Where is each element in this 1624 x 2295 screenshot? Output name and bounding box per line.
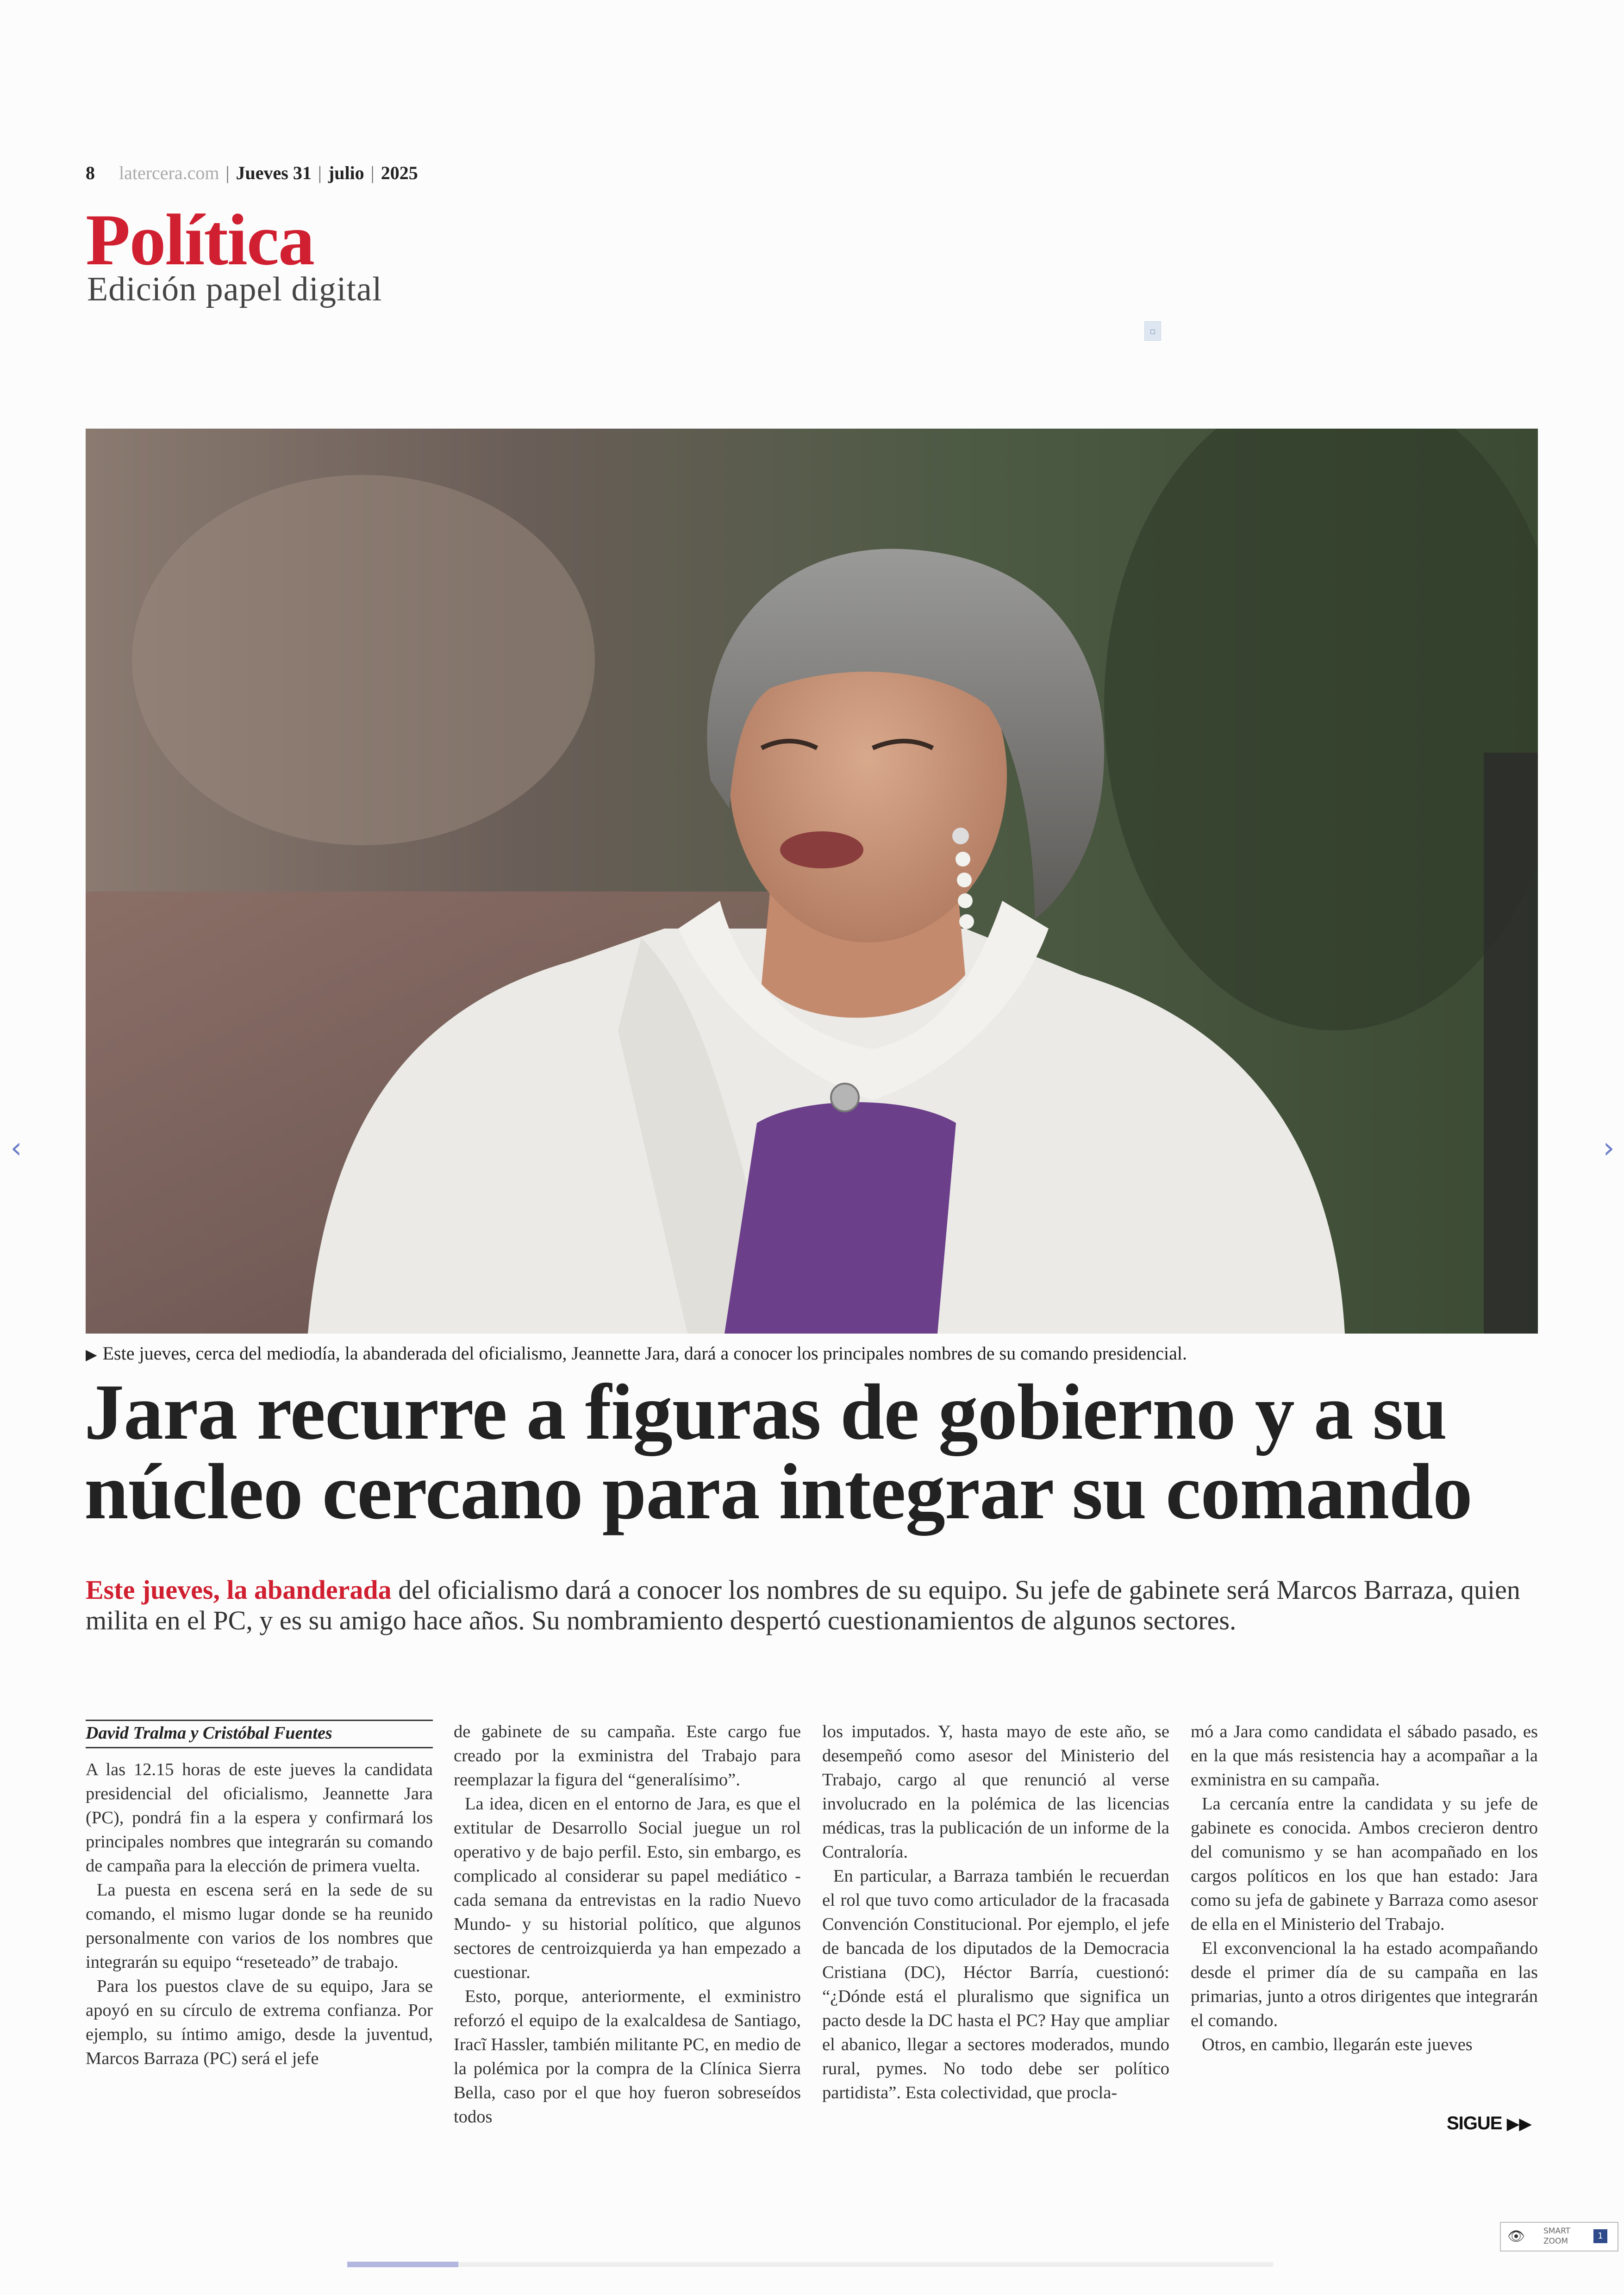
smart-zoom-button[interactable] — [1500, 2222, 1618, 2251]
page-number: 8 — [86, 162, 95, 183]
body-paragraph: de gabinete de su campaña. Este cargo fue creado por la exministra del Trabajo para reemplazar la figura del “generalísimo”. — [454, 1722, 801, 1790]
smart-zoom-label: SMART ZOOM — [1543, 2226, 1571, 2246]
body-column-1 — [86, 1720, 433, 2070]
horizontal-scrollbar[interactable] — [347, 2262, 1273, 2267]
body-column-4 — [1191, 1720, 1538, 2057]
continue-link[interactable] — [1447, 2113, 1531, 2134]
body-paragraph: El exconvencional la ha estado acompañando desde el primer día de su campaña en las primarias, junto a otros dirigentes que integrarán el comando. — [1191, 1939, 1538, 2030]
headline-line-2: núcleo cercano para integrar su comando — [84, 1448, 1472, 1536]
scrollbar-thumb[interactable] — [347, 2262, 458, 2267]
folio-month: julio — [328, 162, 364, 183]
zoom-page-badge: 1 — [1593, 2229, 1607, 2243]
body-paragraph: Otros, en cambio, llegarán este jueves — [1202, 2035, 1473, 2054]
folio-year: 2025 — [381, 162, 418, 183]
standfirst — [86, 1575, 1544, 1636]
folio-line: 8 latercera.com | Jueves 31 | julio | 2025 — [86, 162, 418, 183]
body-paragraph: mó a Jara como candidata el sábado pasado, es en la que más resistencia hay a acompañar a la exministra en su campaña. — [1191, 1722, 1538, 1790]
continue-label: SIGUE — [1447, 2113, 1502, 2133]
body-paragraph: En particular, a Barraza también le recuerdan el rol que tuvo como articulador de la fracasada Convención Constitucional. Por ejemplo, el jefe de bancada de los diputados de la Democracia Cristiana (DC), Héctor Barría, cuestionó: “¿Dónde está el pluralismo que significa un pacto desde la DC hasta el PC? Hay que ampliar el abanico, llegar a sectores moderados, mundo rural, pymes. No todo debe ser político partidista”. Esta colectividad, que procla- — [822, 1866, 1169, 2102]
edition-label: Edición papel digital — [87, 270, 382, 308]
body-paragraph: La puesta en escena será en la sede de su comando, el mismo lugar donde se ha reunido personalmente con varios de los nombres que integrarán su equipo “reseteado” de trabajo. — [86, 1880, 433, 1972]
portrait-illustration — [86, 429, 1538, 1334]
body-paragraph: A las 12.15 horas de este jueves la candidata presidencial del oficialismo, Jeannette Jara (PC), pondrá fin a la espera y confirmará los principales nombres que integrarán su comando de campaña para la elección de primera vuelta. — [86, 1760, 433, 1876]
headline-line-1: Jara recurre a figuras de gobierno y a su — [84, 1368, 1447, 1456]
caption-text: Este jueves, cerca del mediodía, la abanderada del oficialismo, Jeannette Jara, dará a conocer los principales nombres de su comando presidencial. — [102, 1343, 1187, 1364]
eye-icon: 👁 — [1507, 2228, 1525, 2245]
body-paragraph: Para los puestos clave de su equipo, Jara se apoyó en su círculo de extrema confianza. Por ejemplo, su íntimo amigo, desde la juventud, Marcos Barraza (PC) será el jefe — [86, 1977, 433, 2068]
section-title: Política — [86, 200, 314, 281]
continue-arrows-icon: ▶▶ — [1506, 2114, 1531, 2133]
standfirst-lead: Este jueves, la abanderada — [86, 1575, 392, 1605]
body-column-2 — [454, 1720, 801, 2129]
page-thumbnail-icon[interactable]: ▫ — [1144, 321, 1161, 341]
photo-caption — [86, 1342, 1187, 1364]
body-paragraph: los imputados. Y, hasta mayo de este año, se desempeñó como asesor del Ministerio del Trabajo, cargo al que renunció al verse involucrado en la polémica de las licencias médicas, tras la publicación de un informe de la Contraloría. — [822, 1722, 1169, 1862]
body-paragraph: Esto, porque, anteriormente, el exministro reforzó el equipo de la exalcaldesa de Santiago, Iracĩ Hassler, también militante PC, en medio de la polémica por la compra de la Clínica Sierra Bella, caso por el que hoy fueron sobreseídos todos — [454, 1987, 801, 2127]
chevron-right-icon[interactable]: › — [1603, 1131, 1615, 1165]
body-paragraph: La cercanía entre la candidata y su jefe de gabinete es conocida. Ambos crecieron dentro del comunismo y se han acompañado en los cargos políticos en los que han estado: Jara como su jefa de gabinete y Barraza como asesor de ella en el Ministerio del Trabajo. — [1191, 1794, 1538, 1934]
lead-photo — [86, 429, 1538, 1334]
headline — [84, 1368, 1566, 1536]
standfirst-text: del oficialismo dará a conocer los nombres de su equipo. Su jefe de gabinete será Marcos Barraza, quien milita en el PC, y es su amigo hace años. Su nombramiento despertó cuestionamientos de algunos sectores. — [86, 1575, 1520, 1635]
chevron-left-icon[interactable]: ‹ — [10, 1131, 22, 1165]
site-name: latercera.com — [119, 162, 219, 183]
body-paragraph: La idea, dicen en el entorno de Jara, es que el extitular de Desarrollo Social juegue un rol operativo y de bajo perfil. Esto, sin embargo, es complicado al considerar su papel mediático -cada semana da entrevistas en la radio Nuevo Mundo- y su historial político, que algunos sectores de centroizquierda ya han empezado a cuestionar. — [454, 1794, 801, 1982]
body-column-3 — [822, 1720, 1169, 2105]
byline: David Tralma y Cristóbal Fuentes — [86, 1720, 433, 1748]
folio-weekday: Jueves 31 — [236, 162, 312, 183]
caption-triangle-icon: ▶ — [86, 1346, 97, 1363]
